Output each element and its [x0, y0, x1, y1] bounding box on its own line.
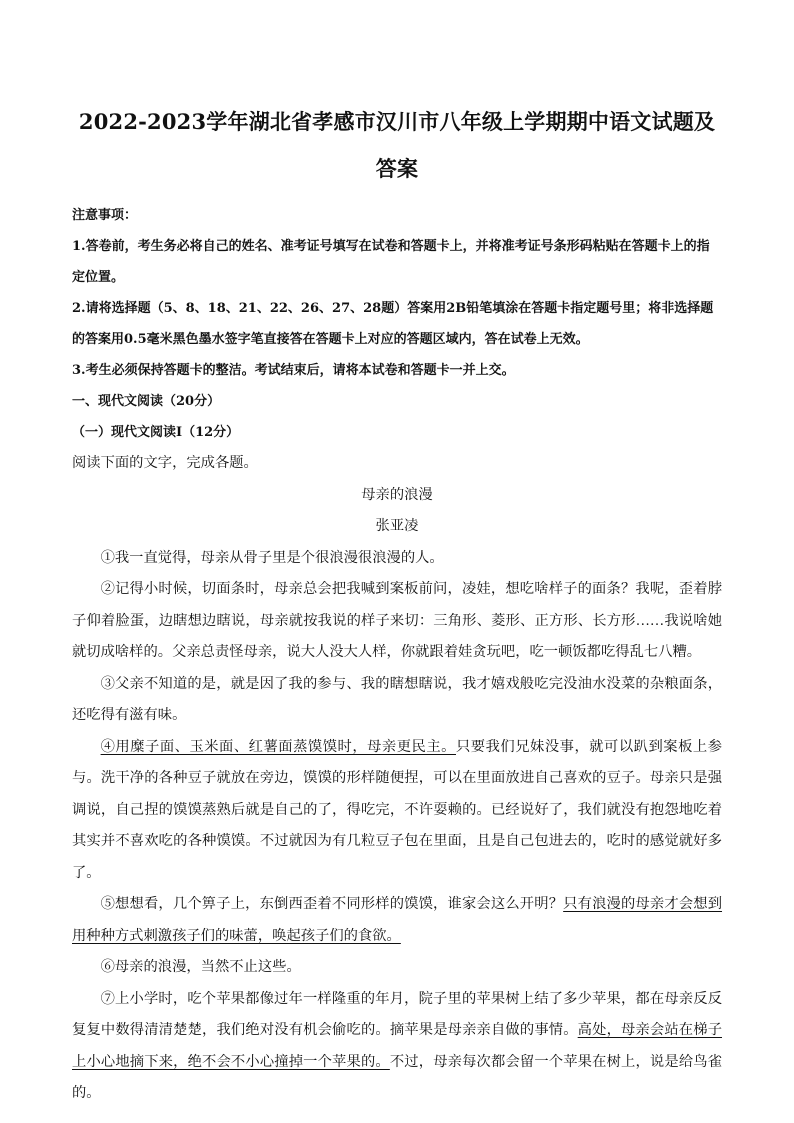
subsection-heading: （一）现代文阅读Ⅰ（12分）	[72, 425, 240, 440]
paragraph-7-tail: 不过，母亲每次都会留一个苹果在树上，说是给鸟雀的。	[72, 1053, 723, 1101]
note-item-3: 3.考生必须保持答题卡的整洁。考试结束后，请将本试卷和答题卡一并上交。	[72, 363, 515, 378]
note-item-2: 2.请将选择题（5、8、18、21、22、26、27、28题）答案用2B铅笔填涂在答题卡指定题号里；将非选择题的答案用0.5毫米黑色墨水签字笔直接答在答题卡上对应的答题区域内，答在试卷上无效。	[72, 301, 714, 347]
paragraph-7	[72, 984, 722, 1110]
section-heading: 一、现代文阅读（20分）	[72, 394, 221, 409]
paragraph-1: ①我一直觉得，母亲从骨子里是个很浪漫很浪漫的人。	[100, 549, 444, 566]
note-item-1: 1.答卷前，考生务必将自己的姓名、准考证号填写在试卷和答题卡上，并将准考证号条形码粘贴在答题卡上的指定位置。	[72, 239, 710, 285]
paragraph-2: ②记得小时候，切面条时，母亲总会把我喊到案板前问，凌娃，想吃啥样子的面条？我呢，歪着脖子仰着脸蛋，边瞎想边瞎说，母亲就按我说的样子来切：三角形、菱形、正方形、长方形……我说啥她就切成啥样的。父亲总责怪母亲，说大人没大人样，你就跟着娃贪玩吧，吃一顿饭都吃得乱七八糟。	[72, 581, 722, 660]
paragraph-5	[72, 889, 722, 952]
underlined-sentence: 只有浪漫的母亲才会想到用种种方式刺激孩子们的味蕾，唤起孩子们的食欲。	[72, 896, 723, 944]
notes-heading: 注意事项：	[72, 208, 138, 223]
document-title: 2022-2023学年湖北省孝感市汉川市八年级上学期期中语文试题及答案	[78, 109, 716, 181]
paragraph-6: ⑥母亲的浪漫，当然不止这些。	[100, 959, 301, 975]
paragraph-4	[72, 732, 722, 890]
underlined-sentence: 高处，母亲会站在梯子上小心地摘下来，绝不会不小心撞掉一个苹果的。	[72, 1022, 722, 1070]
paragraph-7-lead: ⑦上小学时，吃个苹果都像过年一样隆重的年月，院子里的苹果树上结了多少苹果，都在母亲反反复复中数得清清楚楚，我们绝对没有机会偷吃的。摘苹果是母亲亲自做的事情。	[72, 990, 722, 1038]
article-author: 张亚凌	[375, 518, 419, 534]
paragraph-4-rest: 只要我们兄妹没事，就可以趴到案板上参与。洗干净的各种豆子就放在旁边，馍馍的形样随便捏，可以在里面放进自己喜欢的豆子。母亲只是强调说，自己捏的馍馍蒸熟后就是自己的了，得吃完，不许耍赖的。已经说好了，我们就没有抱怨地吃着其实并不喜欢吃的各种馍馍。不过就因为有几粒豆子包在里面，且是自己包进去的，吃时的感觉就好多了。	[72, 738, 723, 881]
paragraph-5-lead: ⑤想想看，几个箅子上，东倒西歪着不同形样的馍馍，谁家会这么开明？	[100, 896, 564, 912]
reading-instruction: 阅读下面的文字，完成各题。	[72, 455, 258, 471]
paragraph-3: ③父亲不知道的是，就是因了我的参与、我的瞎想瞎说，我才嬉戏般吃完没油水没菜的杂粮面条，还吃得有滋有味。	[72, 675, 722, 723]
underlined-sentence: ④用糜子面、玉米面、红薯面蒸馍馍时，母亲更民主。	[100, 738, 456, 755]
article-title: 母亲的浪漫	[361, 486, 433, 503]
